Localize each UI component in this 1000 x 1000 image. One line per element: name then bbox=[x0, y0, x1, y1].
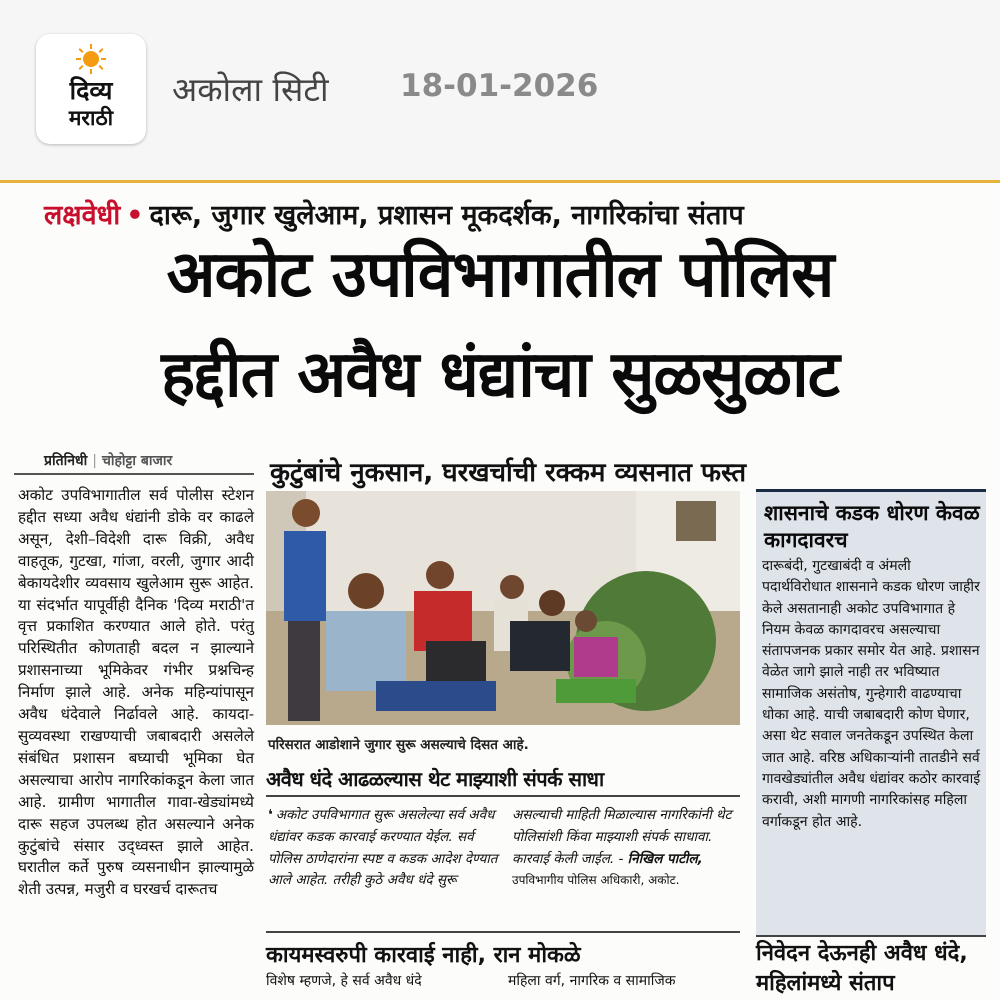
bottom-section-rule bbox=[266, 931, 740, 933]
byline-place: चोहोट्टा बाजार bbox=[101, 453, 173, 469]
byline-rule bbox=[14, 473, 254, 475]
article-photo[interactable] bbox=[266, 491, 740, 725]
divya-marathi-logo[interactable] bbox=[36, 34, 146, 144]
bottom-column-1: विशेष म्हणजे, हे सर्व अवैध धंदे bbox=[266, 973, 422, 989]
byline bbox=[44, 451, 172, 470]
subheadline: कुटुंबांचे नुकसान, घरखर्चाची रक्कम व्यसनात फस्त bbox=[270, 458, 747, 488]
article-body-left: अकोट उपविभागातील सर्व पोलीस स्टेशन हद्दीत सध्या अवैध धंद्यांनी डोके वर काढले असून, देशी–विदेशी दारू विक्री, अवैध वाहतूक, गुटखा, गांजा, वरली, जुगार आदी बेकायदेशीर व्यवसाय खुलेआम सुरू आहेत. या संदर्भात यापूर्वीही दैनिक 'दिव्य मराठी'त वृत्त प्रकाशित करण्यात आले होते. परंतु परिस्थितीत कोणताही बदल न झाल्याने प्रशासनाच्या भूमिकेवर गंभीर प्रश्नचिन्ह निर्माण झाले आहे. अनेक महिन्यांपासून अवैध धंदेवाले निर्ढावले आहे. कायदा-सुव्यवस्था राखण्याची जबाबदारी असलेले संबंधित प्रशासन बघ्याची भूमिका घेत असल्याचा आरोप नागरिकांकडून केला जात आहे. ग्रामीण भागातील गावा-खेड्यांमध्ये दारू सहज उपलब्ध होत असल्याने अनेक कुटुंबांचे संसार उद्ध्वस्त झाले आहेत. घरातील कर्ते पुरुष व्यसनाधीन झाल्यामुळे शेती उत्पन्न, मजुरी व घरखर्च दारूतच bbox=[18, 486, 254, 899]
kicker-text: दारू, जुगार खुलेआम, प्रशासन मूकदर्शक, नागरिकांचा संताप bbox=[149, 200, 744, 231]
bottom-section-heading: कायमस्वरुपी कारवाई नाही, रान मोकळे bbox=[266, 943, 581, 968]
quote-text-1: अकोट उपविभागात सुरू असलेल्या सर्व अवैध धंद्यांवर कडक कारवाई करण्यात येईल. सर्व पोलिस ठाणेदारांना स्पष्ट व कडक आदेश देण्यात आले आहेत. तरीही कुठे अवैध धंदे सुरू bbox=[268, 807, 498, 889]
sidebar-body: दारूबंदी, गुटखाबंदी व अंमली पदार्थविरोधात शासनाने कडक धोरण जाहीर केले असतानाही अकोट उपविभागात हे नियम केवळ कागदावरच असल्याचा संतापजनक प्रकार समोर येत आहे. प्रशासन वेळेत जागे झाले नाही तर भविष्यात सामाजिक असंतोष, गुन्हेगारी वाढण्याचा धोका आहे. याची जबाबदारी कोण घेणार, असा थेट सवाल जनतेकडून उपस्थित केला जात आहे. वरिष्ठ अधिकाऱ्यांनी तातडीने सर्व गावखेड्यांतील अवैध धंद्यांवर कठोर कारवाई करावी, अशी मागणी नागरिकांसह महिला वर्गाकडून होत आहे. bbox=[762, 558, 981, 830]
sun-icon bbox=[76, 44, 106, 74]
quote-author-role: उपविभागीय पोलिस अधिकारी, अकोट. bbox=[512, 873, 680, 888]
kicker-bullet: • bbox=[126, 200, 144, 231]
app-header bbox=[0, 0, 1000, 180]
headline-line-1: अकोट उपविभागातील पोलिस bbox=[166, 238, 834, 312]
quote-section-heading: अवैध धंदे आढळल्यास थेट माझ्याशी संपर्क साधा bbox=[266, 767, 604, 791]
quote-author-name: निखिल पाटील, bbox=[627, 850, 703, 867]
photo-caption: परिसरात आडोशाने जुगार सुरू असल्याचे दिसत आहे. bbox=[268, 737, 529, 753]
byline-author: प्रतिनिधी bbox=[44, 453, 88, 469]
edition-date: 18-01-2026 bbox=[400, 68, 599, 104]
kicker bbox=[44, 195, 744, 232]
quote-column-1 bbox=[268, 805, 498, 892]
quote-mark-icon: ❛ bbox=[268, 807, 273, 823]
second-sidebar-heading: निवेदन देऊनही अवैध धंदे, महिलांमध्ये संताप bbox=[756, 941, 968, 996]
sidebar-title: शासनाचे कडक धोरण केवळ कागदावरच bbox=[764, 501, 980, 552]
second-sidebar-rule bbox=[756, 935, 986, 937]
edition-city: अकोला सिटी bbox=[172, 70, 329, 109]
quote-column-2 bbox=[512, 805, 742, 892]
quote-text-2: असल्याची माहिती मिळाल्यास नागरिकांनी थेट पोलिसांशी किंवा माझ्याशी संपर्क साधावा. कारवाई केली जाईल. - bbox=[512, 807, 732, 867]
quote-section-rule bbox=[266, 795, 740, 797]
headline-line-2: हद्दीत अवैध धंद्यांचा सुळसुळाट bbox=[161, 338, 839, 412]
kicker-label: लक्षवेधी bbox=[44, 200, 121, 231]
newspaper-page bbox=[0, 183, 1000, 1000]
logo-text-line1: दिव्य bbox=[69, 76, 113, 105]
bottom-column-2: महिला वर्ग, नागरिक व सामाजिक bbox=[508, 973, 676, 989]
byline-separator: | bbox=[92, 453, 97, 469]
logo-text-line2: मराठी bbox=[68, 106, 114, 130]
sidebar-box bbox=[756, 489, 986, 935]
